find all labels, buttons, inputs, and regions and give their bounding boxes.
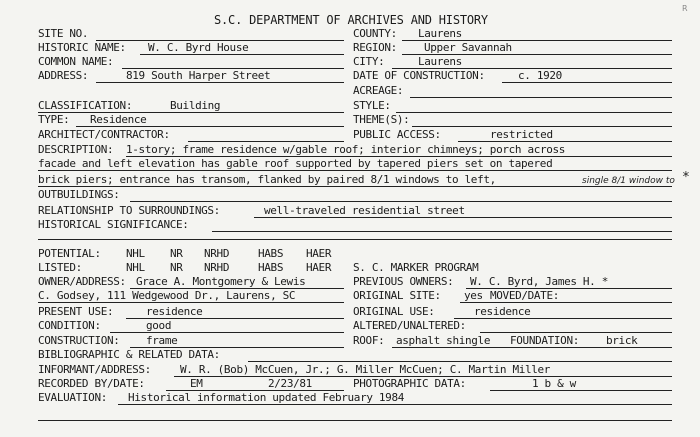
label-public-access: PUBLIC ACCESS: [353, 128, 441, 141]
label-condition: CONDITION: [38, 319, 101, 332]
label-original-site: ORIGINAL SITE: [353, 289, 441, 302]
underline-roof [392, 347, 672, 348]
label-type: TYPE: [38, 113, 70, 126]
value-roof: asphalt shingle [396, 334, 491, 347]
underline-original-site [460, 302, 672, 303]
label-historical-significance: HISTORICAL SIGNIFICANCE: [38, 218, 189, 231]
value-region: Upper Savannah [424, 41, 512, 54]
value-owner-line2: C. Godsey, 111 Wedgewood Dr., Laurens, SC [38, 289, 296, 302]
label-photographic: PHOTOGRAPHIC DATA: [353, 377, 466, 390]
listed-nhl: NHL [126, 261, 145, 274]
underline-bibliographic [248, 361, 672, 362]
underline-description-line2 [38, 170, 672, 171]
underline-public-access [458, 141, 672, 142]
underline-address [96, 82, 344, 83]
underline-original-use [454, 318, 672, 319]
underline-historical-significance [212, 231, 672, 232]
value-condition: good [146, 319, 172, 332]
label-date-of-construction: DATE OF CONSTRUCTION: [353, 69, 485, 82]
label-historic-name: HISTORIC NAME: [38, 41, 126, 54]
value-recorded-by: EM [190, 377, 203, 390]
value-evaluation: Historical information updated February 1984 [128, 391, 404, 404]
value-recorded-date: 2/23/81 [268, 377, 312, 390]
listed-haer: HAER [306, 261, 332, 274]
value-description-line2: facade and left elevation has gable roof supported by tapered piers set on tapered [38, 157, 553, 170]
corner-mark: R [682, 4, 688, 13]
label-previous-owners: PREVIOUS OWNERS: [353, 275, 454, 288]
label-outbuildings: OUTBUILDINGS: [38, 188, 120, 201]
underline-acreage [410, 97, 672, 98]
label-potential: POTENTIAL: [38, 247, 101, 260]
card-header: S.C. DEPARTMENT OF ARCHIVES AND HISTORY [214, 13, 488, 27]
underline-historical-significance-2 [38, 239, 672, 240]
label-county: COUNTY: [353, 27, 397, 40]
label-description: DESCRIPTION: [38, 143, 114, 156]
underline-style [396, 112, 672, 113]
underline-evaluation-2 [38, 420, 672, 421]
value-original-use: residence [474, 305, 531, 318]
label-listed: LISTED: [38, 261, 82, 274]
underline-altered [480, 332, 672, 333]
underline-outbuildings [130, 201, 672, 202]
label-relationship: RELATIONSHIP TO SURROUNDINGS: [38, 204, 220, 217]
label-construction: CONSTRUCTION: [38, 334, 120, 347]
potential-nr: NR [170, 247, 183, 260]
label-roof: ROOF: [353, 334, 385, 347]
label-original-use: ORIGINAL USE: [353, 305, 435, 318]
label-informant: INFORMANT/ADDRESS: [38, 363, 151, 376]
value-date-of-construction: c. 1920 [518, 69, 562, 82]
label-style: STYLE: [353, 99, 391, 112]
underline-type [76, 126, 344, 127]
potential-haer: HAER [306, 247, 332, 260]
value-county: Laurens [418, 27, 462, 40]
underline-classification [38, 112, 344, 113]
value-address: 819 South Harper Street [126, 69, 271, 82]
value-original-site: yes [464, 289, 483, 302]
underline-theme [412, 126, 672, 127]
label-moved-date: MOVED/DATE: [490, 289, 559, 302]
label-region: REGION: [353, 41, 397, 54]
label-present-use: PRESENT USE: [38, 305, 114, 318]
label-bibliographic: BIBLIOGRAPHIC & RELATED DATA: [38, 348, 220, 361]
value-photographic: 1 b & w [532, 377, 576, 390]
label-foundation: FOUNDATION: [510, 334, 579, 347]
value-informant: W. R. (Bob) McCuen, Jr.; G. Miller McCuen; C. Martin Miller [180, 363, 551, 376]
underline-description-line3 [38, 186, 672, 187]
label-acreage: ACREAGE: [353, 84, 404, 97]
value-city: Laurens [418, 55, 462, 68]
label-classification: CLASSIFICATION: [38, 99, 133, 112]
potential-habs: HABS [258, 247, 284, 260]
listed-habs: HABS [258, 261, 284, 274]
underline-date-of-construction [502, 82, 672, 83]
label-marker-program: S. C. MARKER PROGRAM [353, 261, 479, 274]
underline-architect [188, 141, 344, 142]
value-owner-line1: Grace A. Montgomery & Lewis [136, 275, 306, 288]
value-construction: frame [146, 334, 178, 347]
potential-nrhd: NRHD [204, 247, 230, 260]
label-altered: ALTERED/UNALTERED: [353, 319, 466, 332]
value-public-access: restricted [490, 128, 553, 141]
listed-nrhd: NRHD [204, 261, 230, 274]
value-present-use: residence [146, 305, 203, 318]
label-site-no: SITE NO. [38, 27, 89, 40]
value-description-asterisk: * [682, 170, 690, 185]
label-owner-address: OWNER/ADDRESS: [38, 275, 126, 288]
value-description-line3: brick piers; entrance has transom, flanked by paired 8/1 windows to left, [38, 173, 496, 186]
value-previous-owners: W. C. Byrd, James H. * [470, 275, 608, 288]
label-theme: THEME(S): [353, 113, 410, 126]
value-description-line1: 1-story; frame residence w/gable roof; interior chimneys; porch across [126, 143, 566, 156]
value-foundation: brick [606, 334, 638, 347]
label-evaluation: EVALUATION: [38, 391, 107, 404]
underline-photographic [490, 390, 672, 391]
listed-nr: NR [170, 261, 183, 274]
value-type: Residence [90, 113, 147, 126]
label-architect: ARCHITECT/CONTRACTOR: [38, 128, 170, 141]
underline-historic-name [140, 54, 344, 55]
value-classification: Building [170, 99, 221, 112]
label-recorded: RECORDED BY/DATE: [38, 377, 145, 390]
underline-condition [110, 332, 344, 333]
value-historic-name: W. C. Byrd House [148, 41, 249, 54]
value-relationship: well-traveled residential street [264, 204, 465, 217]
underline-relationship [254, 217, 672, 218]
potential-nhl: NHL [126, 247, 145, 260]
value-description-handwritten: single 8/1 window to [582, 176, 675, 186]
label-address: ADDRESS: [38, 69, 89, 82]
underline-evaluation [118, 404, 672, 405]
label-common-name: COMMON NAME: [38, 55, 114, 68]
underline-owner-line2 [38, 302, 344, 303]
label-city: CITY: [353, 55, 385, 68]
